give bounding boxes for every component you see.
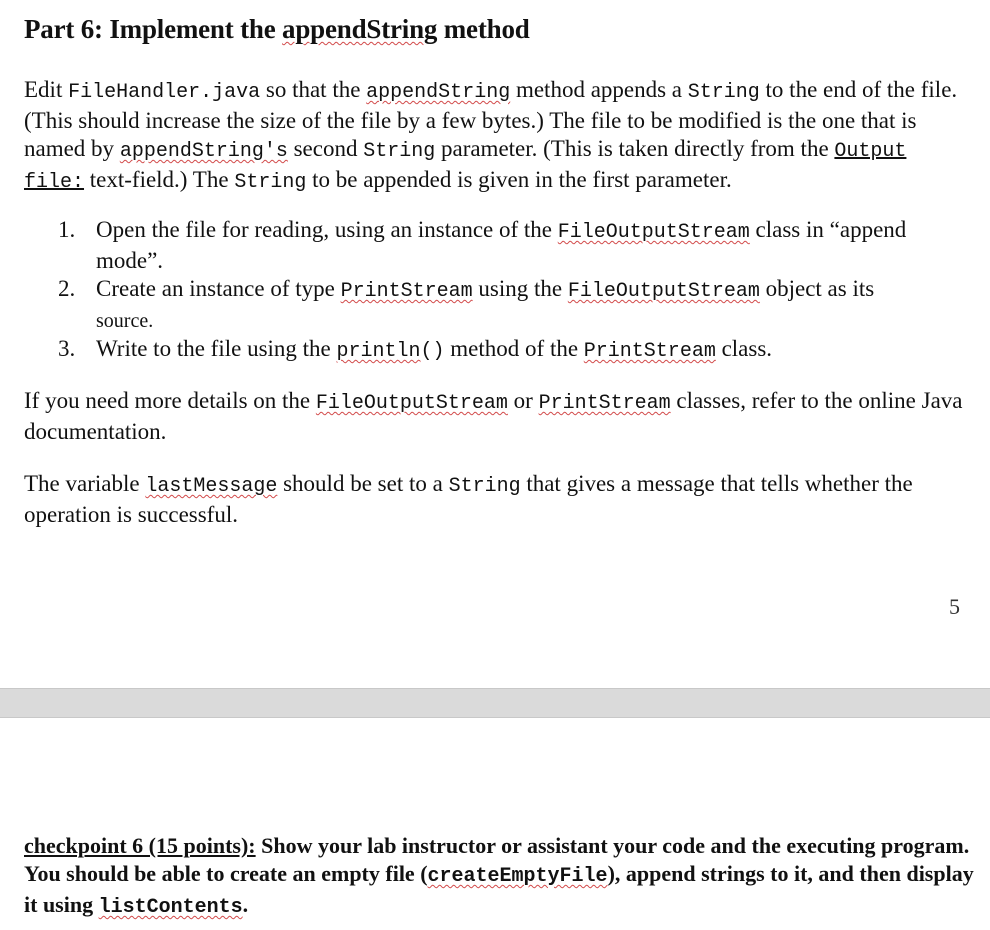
details-text: If you need more details on the xyxy=(24,388,316,413)
list-item xyxy=(24,275,954,335)
code-lastmessage: lastMessage xyxy=(145,475,278,498)
code-listcontents: listContents xyxy=(98,896,243,919)
checkpoint-paragraph xyxy=(24,832,974,922)
code-string: String xyxy=(363,140,436,163)
intro-text: parameter. (This is taken directly from the xyxy=(435,136,835,161)
step-text: using the xyxy=(472,276,568,301)
code-fileoutputstream: FileOutputStream xyxy=(557,221,750,244)
code-string: String xyxy=(234,171,307,194)
heading-method-name: appendString xyxy=(282,14,438,44)
list-number: 3. xyxy=(58,336,76,361)
lastmessage-text: should be set to a xyxy=(277,471,449,496)
code-fileoutputstream: FileOutputStream xyxy=(315,392,508,415)
code-string: String xyxy=(448,475,521,498)
code-printstream: PrintStream xyxy=(538,392,671,415)
code-fileoutputstream: FileOutputStream xyxy=(567,280,760,303)
intro-text: to be appended is given in the first parameter. xyxy=(306,167,732,192)
details-text: or xyxy=(507,388,539,413)
heading-prefix: Part 6: Implement the xyxy=(24,14,283,44)
checkpoint-text: Show your lab instructor or assistant your code and the executing program. You should be able to create an empty file ( xyxy=(24,833,970,886)
intro-paragraph xyxy=(24,76,964,197)
list-item xyxy=(24,335,954,366)
lastmessage-paragraph xyxy=(24,470,964,529)
section-heading xyxy=(24,14,530,45)
step-text: class in “append mode”. xyxy=(96,217,907,273)
code-println: println xyxy=(336,340,421,363)
intro-text: method appends a xyxy=(510,77,688,102)
heading-suffix: method xyxy=(437,14,530,44)
intro-text: Edit xyxy=(24,77,69,102)
lastmessage-text: The variable xyxy=(24,471,146,496)
details-text: classes, refer to the online Java documentation. xyxy=(24,388,963,444)
code-appendstring: appendString xyxy=(366,81,511,104)
code-filehandler: FileHandler.java xyxy=(68,81,261,104)
code-parens: () xyxy=(420,340,445,363)
step-text: Open the file for reading, using an instance of the xyxy=(96,217,558,242)
page-number: 5 xyxy=(949,594,960,619)
page-break xyxy=(0,688,990,718)
list-number: 1. xyxy=(58,217,76,242)
step-text: Write to the file using the xyxy=(96,336,337,361)
step-text: class. xyxy=(715,336,773,361)
code-printstream: PrintStream xyxy=(583,340,716,363)
code-appendstring-possessive: appendString's xyxy=(119,140,288,163)
step-text: object as its xyxy=(759,276,875,301)
checkpoint-label: checkpoint 6 (15 points): xyxy=(24,833,256,858)
code-output-file: Output file: xyxy=(24,140,907,194)
steps-list xyxy=(24,216,954,366)
code-string: String xyxy=(687,81,760,104)
lastmessage-text: that gives a message that tells whether the operation is successful. xyxy=(24,471,913,527)
intro-text: text-field.) The xyxy=(84,167,235,192)
step-text: source. xyxy=(96,310,154,332)
code-createemptyfile: createEmptyFile xyxy=(427,865,608,888)
step-text: Create an instance of type xyxy=(96,276,341,301)
details-paragraph xyxy=(24,387,964,446)
list-number: 2. xyxy=(58,276,76,301)
intro-text: so that the xyxy=(260,77,367,102)
intro-text: to the end of the file. (This should increase the size of the file by a few bytes.) The file to be modified is the one that is named by xyxy=(24,77,958,161)
list-item xyxy=(24,216,954,275)
step-text: method of the xyxy=(444,336,584,361)
checkpoint-text: . xyxy=(242,892,249,917)
code-printstream: PrintStream xyxy=(340,280,473,303)
intro-text: second xyxy=(287,136,364,161)
checkpoint-text: ), append strings to it, and then display it using xyxy=(24,861,974,917)
